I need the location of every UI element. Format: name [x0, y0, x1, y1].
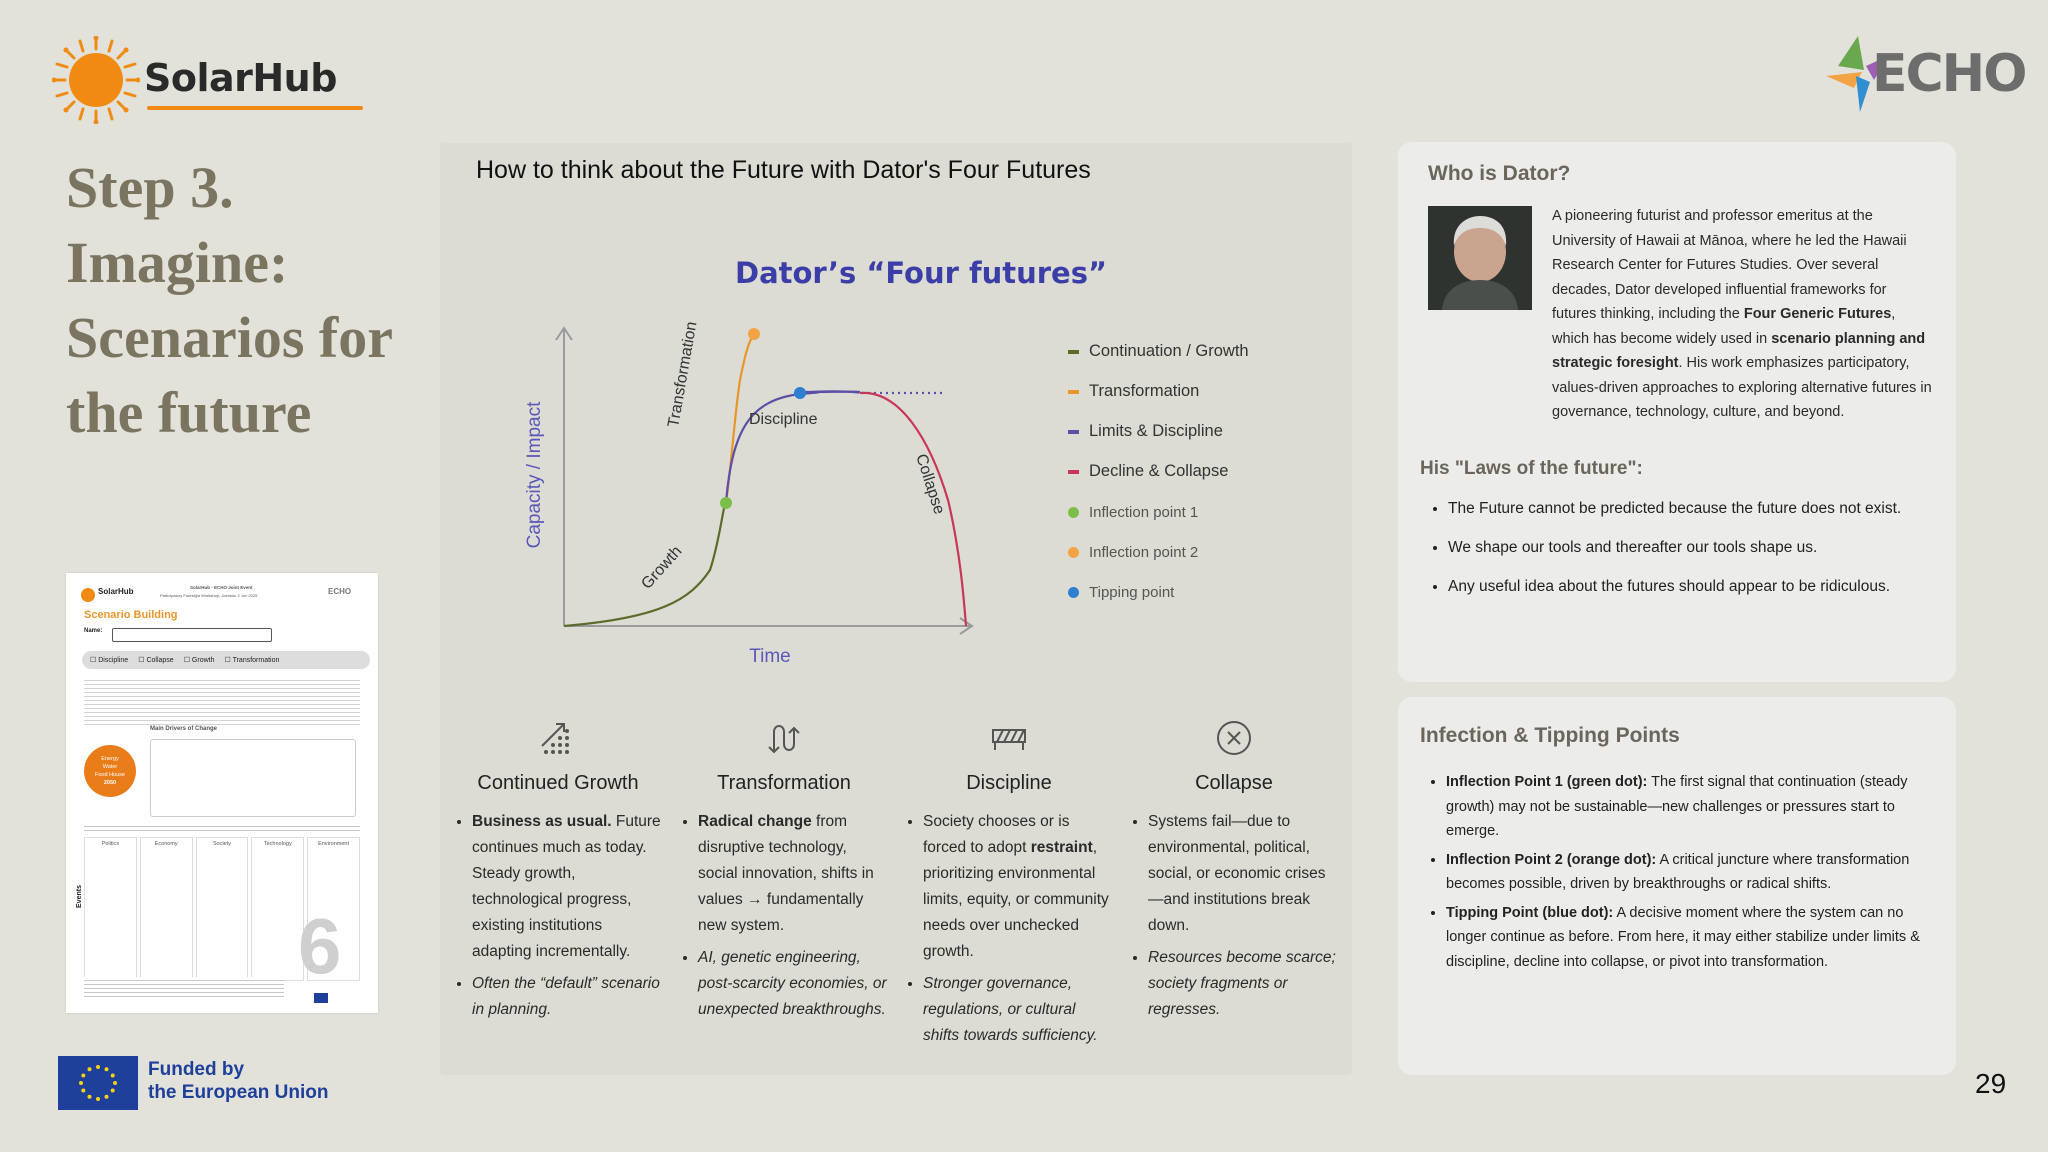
legend-swatch [1068, 430, 1079, 434]
future-title: Continued Growth [477, 772, 639, 794]
future-title: Discipline [966, 772, 1052, 794]
future-bullets [1128, 809, 1340, 1023]
law-item: • Any useful idea about the futures should appear to be ridiculous. [1448, 574, 1948, 600]
future-bullets [678, 809, 890, 1023]
legend-item-discipline: Limits & Discipline [1068, 422, 1223, 441]
future-bullets [452, 809, 664, 1023]
thumb-header: SolarHub - ECHO Joint Event [190, 585, 253, 590]
step-title-line: Scenarios for [66, 305, 393, 370]
thumb-instructions [84, 677, 360, 725]
legend-dot [1068, 507, 1079, 518]
thumb-drivers-box [150, 739, 356, 817]
legend-item-inflection-2: Inflection point 2 [1068, 544, 1198, 561]
laws-list [1428, 496, 1948, 613]
future-bullet: • AI, genetic engineering, post-scarcity economies, or unexpected breakthroughs. [698, 945, 890, 1023]
thumb-grid-column: Technology [251, 837, 304, 981]
sun-icon [52, 36, 140, 124]
law-item: • The Future cannot be predicted because the future does not exist. [1448, 496, 1948, 522]
tipping-item: • Inflection Point 1 (green dot): The first signal that continuation (steady growth) may not be sustainable—new challenges or pressures start to emerge. [1446, 770, 1946, 844]
solarhub-wordmark: SolarHub [144, 56, 337, 100]
thumb-tips [84, 977, 284, 999]
tipping-title: Infection & Tipping Points [1420, 724, 1680, 747]
legend-dot [1068, 587, 1079, 598]
thumb-badge: Energy Water Food House 2050 [84, 745, 136, 797]
thumb-option: ☐ Transformation [224, 657, 280, 664]
dator-portrait [1428, 206, 1532, 310]
discipline-label: Discipline [749, 411, 818, 428]
tipping-item: • Tipping Point (blue dot): A decisive moment where the system can no longer continue as before. From here, it may either stabilize under limits & discipline, decline into collapse, or pivot into transformation. [1446, 901, 1946, 975]
close-circle-icon [1212, 718, 1256, 758]
thumb-grid-column: Environment [307, 837, 360, 981]
funding-line: the European Union [148, 1082, 329, 1103]
legend-dot [1068, 547, 1079, 558]
future-title: Transformation [717, 772, 851, 794]
thumb-brand: SolarHub [98, 587, 134, 596]
inflection-point-2 [748, 328, 760, 340]
tipping-item: • Inflection Point 2 (orange dot): A critical juncture where transformation becomes possible, driven by breakthroughs or radical shifts. [1446, 848, 1946, 897]
solarhub-underline [147, 106, 363, 110]
thumb-drivers-label: Main Drivers of Change [150, 726, 218, 732]
growth-chart-icon [536, 718, 580, 758]
dator-bio: A pioneering futurist and professor emeritus at the University of Hawaii at Mānoa, where he led the Hawaii Research Center for Futures Studies. Over several decades, Dator developed influential frameworks for futures thinking, including the Four Generic Futures, which has become widely used in scenario planning and strategic foresight. His work emphasizes participatory, values-driven approaches to exploring alternative futures in governance, technology, culture, and beyond. [1552, 208, 1932, 420]
legend-item-tipping: Tipping point [1068, 584, 1174, 601]
chart-axes [556, 328, 972, 634]
futures-heading: How to think about the Future with Dator's Four Futures [476, 156, 1091, 184]
legend-swatch [1068, 350, 1079, 354]
future-bullet: • Business as usual. Future continues much as today. Steady growth, technological progress, existing institutions adapting incrementally. [472, 809, 664, 965]
legend-item-collapse: Decline & Collapse [1068, 462, 1228, 481]
dator-title: Who is Dator? [1428, 162, 1571, 185]
worksheet-thumbnail [66, 573, 378, 1013]
legend-swatch [1068, 470, 1079, 474]
thumb-options [82, 651, 370, 669]
thumb-name-field [112, 628, 272, 642]
tipping-list [1428, 770, 1946, 978]
page-number: 29 [1975, 1068, 2007, 1099]
legend-swatch [1068, 390, 1079, 394]
future-bullets [903, 809, 1115, 1049]
thumb-option: ☐ Collapse [138, 657, 174, 664]
thumb-grid-column: Politics [84, 837, 137, 981]
collapse-label: Collapse [912, 451, 948, 517]
legend-item-transformation: Transformation [1068, 382, 1199, 401]
barrier-icon [987, 718, 1031, 758]
thumb-name-label: Name: [84, 628, 103, 634]
y-axis-label: Capacity / Impact [524, 401, 545, 549]
collapse-curve [860, 393, 966, 626]
solarhub-logo [52, 36, 352, 126]
future-column-discipline [903, 718, 1115, 1055]
future-bullet: • Systems fail—due to environmental, political, social, or economic crises—and institutions break down. [1148, 809, 1340, 939]
step-title-line: Imagine: [66, 230, 289, 295]
legend-item-growth: Continuation / Growth [1068, 342, 1249, 361]
thumb-number: 6 [298, 902, 342, 990]
thumb-eu-flag [314, 993, 328, 1003]
inflection-point-1 [720, 497, 732, 509]
thumb-option: ☐ Discipline [90, 657, 129, 664]
funding-line: Funded by [148, 1059, 245, 1080]
growth-curve [564, 503, 726, 626]
x-axis-label: Time [749, 646, 791, 667]
thumb-grid-column: Society [196, 837, 249, 981]
step-title-line: the future [66, 380, 312, 445]
step-title [66, 150, 426, 450]
eu-flag-icon [58, 1056, 138, 1110]
thumb-option: ☐ Growth [183, 657, 215, 664]
law-item: • We shape our tools and thereafter our tools shape us. [1448, 535, 1948, 561]
future-title: Collapse [1195, 772, 1273, 794]
transform-arrows-icon [762, 718, 806, 758]
step-title-line: Step 3. [66, 155, 234, 220]
future-column-collapse [1128, 718, 1340, 1029]
future-column-transformation [678, 718, 890, 1029]
chart-title: Dator’s “Four futures” [735, 256, 1108, 290]
future-bullet: • Often the “default” scenario in planning. [472, 971, 664, 1023]
future-bullet: • Resources become scarce; society fragments or regresses. [1148, 945, 1340, 1023]
legend-item-inflection-1: Inflection point 1 [1068, 504, 1198, 521]
thumb-grid-column: Economy [140, 837, 193, 981]
funding-statement [148, 1058, 329, 1104]
thumb-side-label: Events [75, 885, 83, 908]
echo-logo [1826, 36, 2026, 116]
laws-title: His "Laws of the future": [1420, 458, 1643, 479]
tipping-point [794, 387, 806, 399]
thumb-subheader: Participatory Foresight Workshop, Joensuu 2 Jun 2025 [160, 593, 258, 598]
transformation-label: Transformation [665, 320, 701, 429]
future-bullet: • Stronger governance, regulations, or cultural shifts towards sufficiency. [923, 971, 1115, 1049]
thumb-note-lines [84, 823, 360, 833]
echo-wordmark: ECHO [1872, 44, 2026, 104]
future-bullet: • Society chooses or is forced to adopt restraint, prioritizing environmental limits, equity, or community needs over unchecked growth. [923, 809, 1115, 965]
discipline-curve [726, 392, 860, 503]
sun-icon [78, 585, 98, 605]
thumb-title: Scenario Building [84, 609, 178, 621]
growth-label: Growth [638, 542, 686, 593]
future-column-growth [452, 718, 664, 1029]
thumb-partner: ECHO [328, 587, 352, 596]
future-bullet: • Radical change from disruptive technology, social innovation, shifts in values → fundamentally new system. [698, 809, 890, 939]
